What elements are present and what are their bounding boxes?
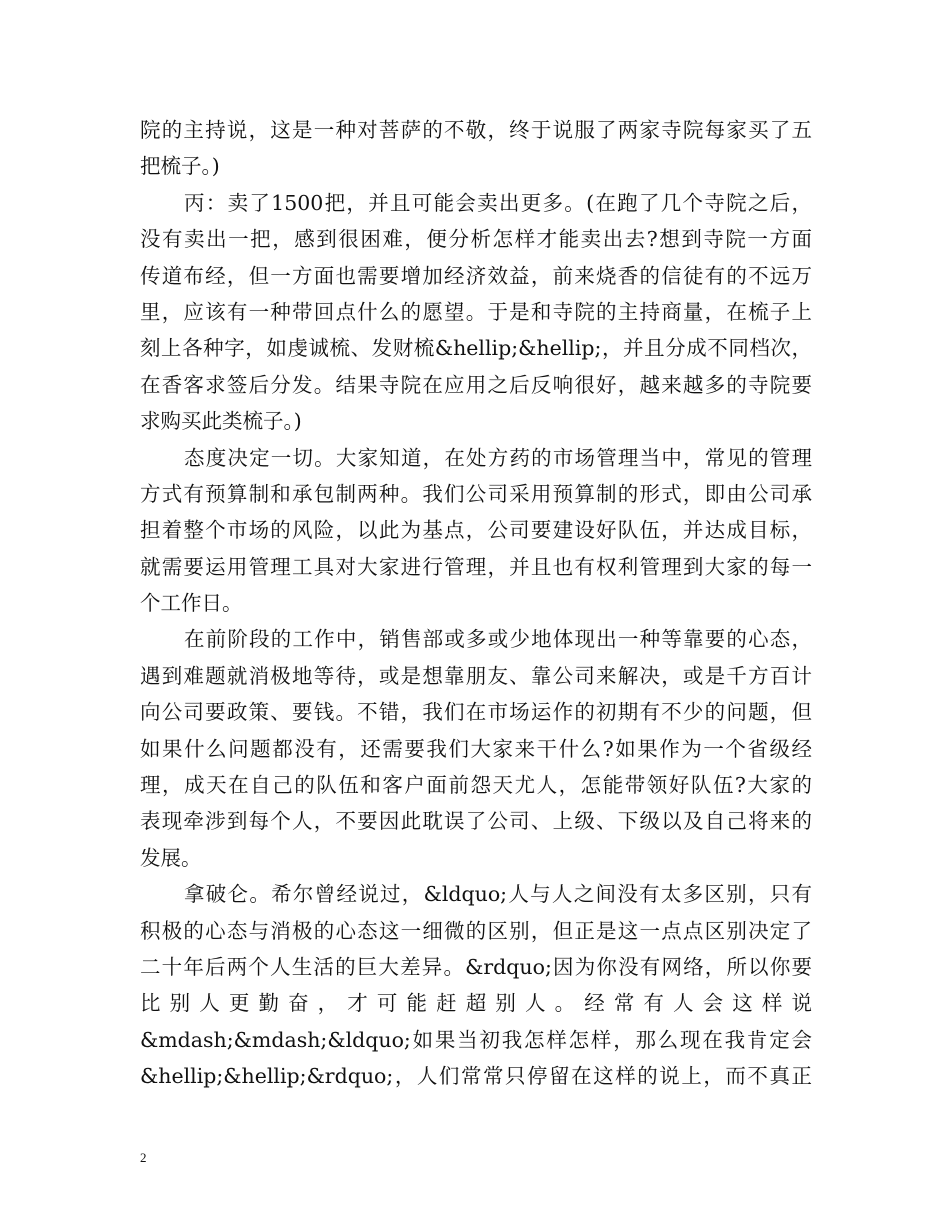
paragraph-first-line: 态度决定一切。大家知道，在处方药的市场管理当中，常见的管理 — [184, 445, 812, 470]
text-line: 院的主持说，这是一种对菩萨的不敬，终于说服了两家寺院每家买了五 — [140, 118, 812, 142]
text-line: 传道布经，但一方面也需要增加经济效益，前来烧香的信徒有的不远万 — [140, 263, 812, 288]
text-line: 就需要运用管理工具对大家进行管理，并且也有权利管理到大家的每一 — [140, 554, 812, 579]
text-line: 如果什么问题都没有，还需要我们大家来干什么?如果作为一个省级经 — [140, 736, 812, 761]
text-line: 没有卖出一把，感到很困难，便分析怎样才能卖出去?想到寺院一方面 — [140, 227, 812, 252]
text-line: 表现牵涉到每个人，不要因此耽误了公司、上级、下级以及自己将来的 — [140, 809, 812, 834]
text-line: 刻上各种字，如虔诚梳、发财梳&hellip;&hellip;，并且分成不同档次， — [140, 336, 812, 361]
page-number: 2 — [140, 1150, 147, 1165]
text-line: 方式有预算制和承包制两种。我们公司采用预算制的形式，即由公司承 — [140, 481, 812, 506]
text-line: &hellip;&hellip;&rdquo;，人们常常只停留在这样的说上，而不真正 — [140, 1064, 812, 1089]
text-line: 把梳子。) — [140, 154, 220, 179]
text-line: 里，应该有一种带回点什么的愿望。于是和寺院的主持商量，在梳子上 — [140, 299, 812, 324]
text-line: 二十年后两个人生活的巨大差异。&rdquo;因为你没有网络，所以你要 — [140, 954, 812, 979]
text-line: 理，成天在自己的队伍和客户面前怨天尤人，怎能带领好队伍?大家的 — [140, 773, 812, 798]
text-line: 积极的心态与消极的心态这一细微的区别，但正是这一点点区别决定了 — [140, 918, 812, 943]
text-line: &mdash;&mdash;&ldquo;如果当初我怎样怎样，那么现在我肯定会 — [140, 1027, 812, 1052]
text-line: 发展。 — [140, 845, 202, 870]
text-line: 向公司要政策、要钱。不错，我们在市场运作的初期有不少的问题，但 — [140, 700, 812, 725]
text-line: 个工作日。 — [140, 591, 243, 616]
text-line: 遇到难题就消极地等待，或是想靠朋友、靠公司来解决，或是千方百计 — [140, 663, 812, 688]
text-line: 在香客求签后分发。结果寺院在应用之后反响很好，越来越多的寺院要 — [140, 372, 812, 397]
text-line: 比别人更勤奋，才可能赶超别人。经常有人会这样说 — [140, 991, 812, 1016]
paragraph-first-line: 在前阶段的工作中，销售部或多或少地体现出一种等靠要的心态， — [184, 627, 812, 652]
paragraph-first-line: 拿破仑。希尔曾经说过，&ldquo;人与人之间没有太多区别，只有 — [184, 882, 812, 907]
text-line: 求购买此类梳子。) — [140, 409, 302, 434]
paragraph-first-line: 丙：卖了1500把，并且可能会卖出更多。(在跑了几个寺院之后， — [184, 190, 812, 215]
body-text — [140, 112, 812, 1095]
text-line: 担着整个市场的风险，以此为基点，公司要建设好队伍，并达成目标， — [140, 518, 812, 543]
